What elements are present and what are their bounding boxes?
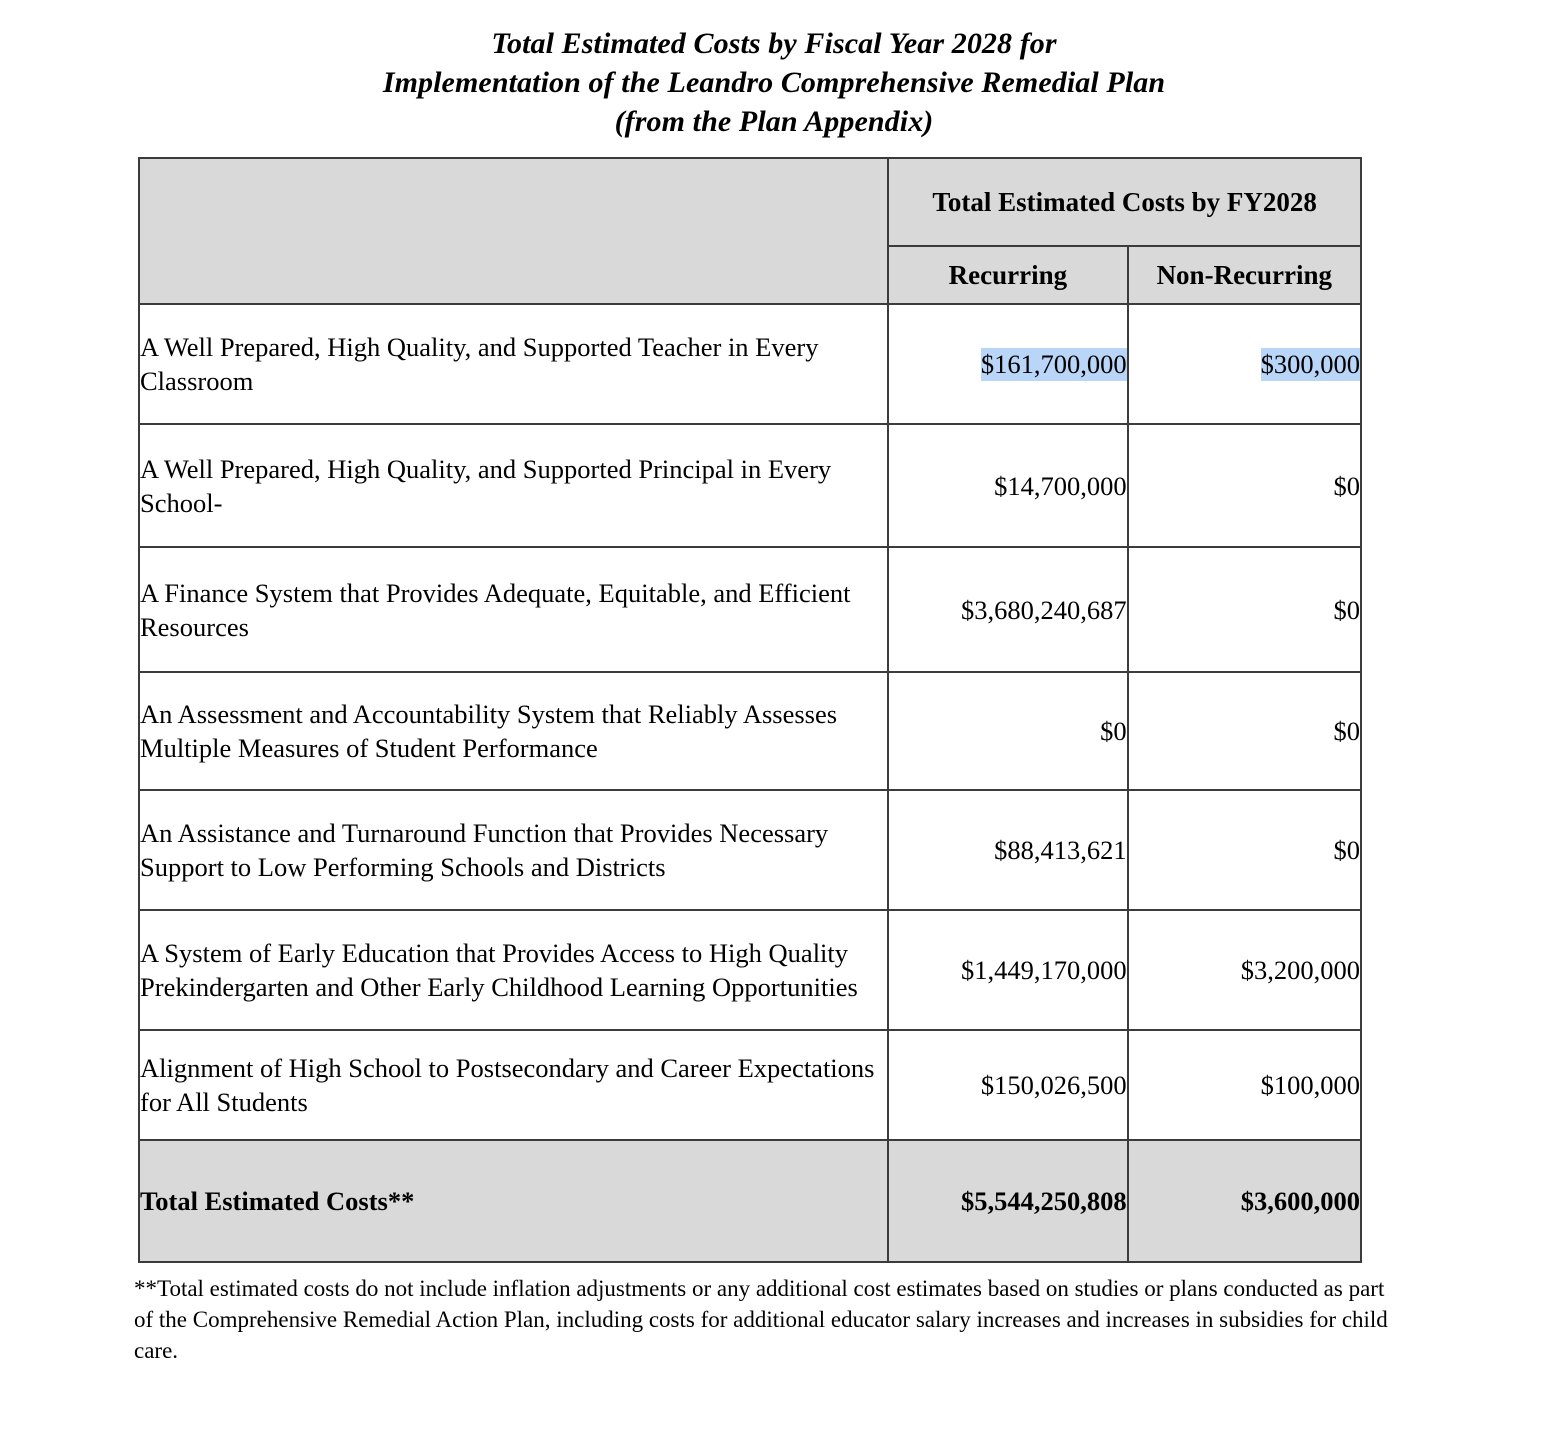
header-group-total-estimated-costs: Total Estimated Costs by FY2028 <box>888 158 1361 246</box>
row-recurring-teacher <box>888 304 1127 424</box>
row-label-teacher: A Well Prepared, High Quality, and Supported Teacher in Every Classroom <box>139 304 888 424</box>
highlighted-value: $300,000 <box>1260 349 1360 379</box>
page-title-line-3: (from the Plan Appendix) <box>614 105 934 138</box>
row-non-recurring-early-education: $3,200,000 <box>1128 910 1361 1030</box>
table-row <box>139 672 1361 790</box>
row-recurring-high-school-alignment: $150,026,500 <box>888 1030 1127 1140</box>
row-non-recurring-finance-system: $0 <box>1128 547 1361 672</box>
page-title-line-1: Total Estimated Costs by Fiscal Year 2028 for <box>491 27 1057 60</box>
table-row <box>139 910 1361 1030</box>
total-recurring: $5,544,250,808 <box>888 1140 1127 1262</box>
table-row <box>139 1030 1361 1140</box>
row-label-high-school-alignment: Alignment of High School to Postsecondary and Career Expectations for All Students <box>139 1030 888 1140</box>
row-label-assessment-accountability: An Assessment and Accountability System that Reliably Assesses Multiple Measures of Student Performance <box>139 672 888 790</box>
row-non-recurring-high-school-alignment: $100,000 <box>1128 1030 1361 1140</box>
row-label-finance-system: A Finance System that Provides Adequate, Equitable, and Efficient Resources <box>139 547 888 672</box>
table-row <box>139 424 1361 547</box>
row-label-early-education: A System of Early Education that Provides Access to High Quality Prekindergarten and Other Early Childhood Learning Opportunities <box>139 910 888 1030</box>
table-head <box>139 158 1361 304</box>
page-title-line-2: Implementation of the Leandro Comprehensive Remedial Plan <box>382 66 1166 99</box>
row-recurring-assessment-accountability: $0 <box>888 672 1127 790</box>
row-non-recurring-teacher <box>1128 304 1361 424</box>
table-total-row <box>139 1140 1361 1262</box>
total-non-recurring: $3,600,000 <box>1128 1140 1361 1262</box>
row-recurring-assistance-turnaround: $88,413,621 <box>888 790 1127 910</box>
header-col-recurring: Recurring <box>888 246 1127 304</box>
table-footnote: **Total estimated costs do not include inflation adjustments or any additional cost estimates based on studies or plans conducted as part of the Comprehensive Remedial Action Plan, including costs for additional educator salary increases and increases in subsidies for child care. <box>134 1276 1388 1363</box>
table-row <box>139 790 1361 910</box>
row-non-recurring-assistance-turnaround: $0 <box>1128 790 1361 910</box>
page-title <box>0 0 1548 141</box>
row-recurring-early-education: $1,449,170,000 <box>888 910 1127 1030</box>
row-recurring-principal: $14,700,000 <box>888 424 1127 547</box>
header-col-non-recurring: Non-Recurring <box>1128 246 1361 304</box>
row-recurring-finance-system: $3,680,240,687 <box>888 547 1127 672</box>
table-row <box>139 304 1361 424</box>
header-corner-blank <box>139 158 888 304</box>
table-header-row-group <box>139 158 1361 246</box>
table-row <box>139 547 1361 672</box>
cost-table <box>138 157 1362 1263</box>
table-body <box>139 304 1361 1262</box>
row-label-principal: A Well Prepared, High Quality, and Supported Principal in Every School- <box>139 424 888 547</box>
row-non-recurring-assessment-accountability: $0 <box>1128 672 1361 790</box>
row-label-assistance-turnaround: An Assistance and Turnaround Function that Provides Necessary Support to Low Performing Schools and Districts <box>139 790 888 910</box>
cost-table-container <box>138 157 1362 1263</box>
total-label: Total Estimated Costs** <box>139 1140 888 1262</box>
row-non-recurring-principal: $0 <box>1128 424 1361 547</box>
highlighted-value: $161,700,000 <box>980 349 1127 379</box>
